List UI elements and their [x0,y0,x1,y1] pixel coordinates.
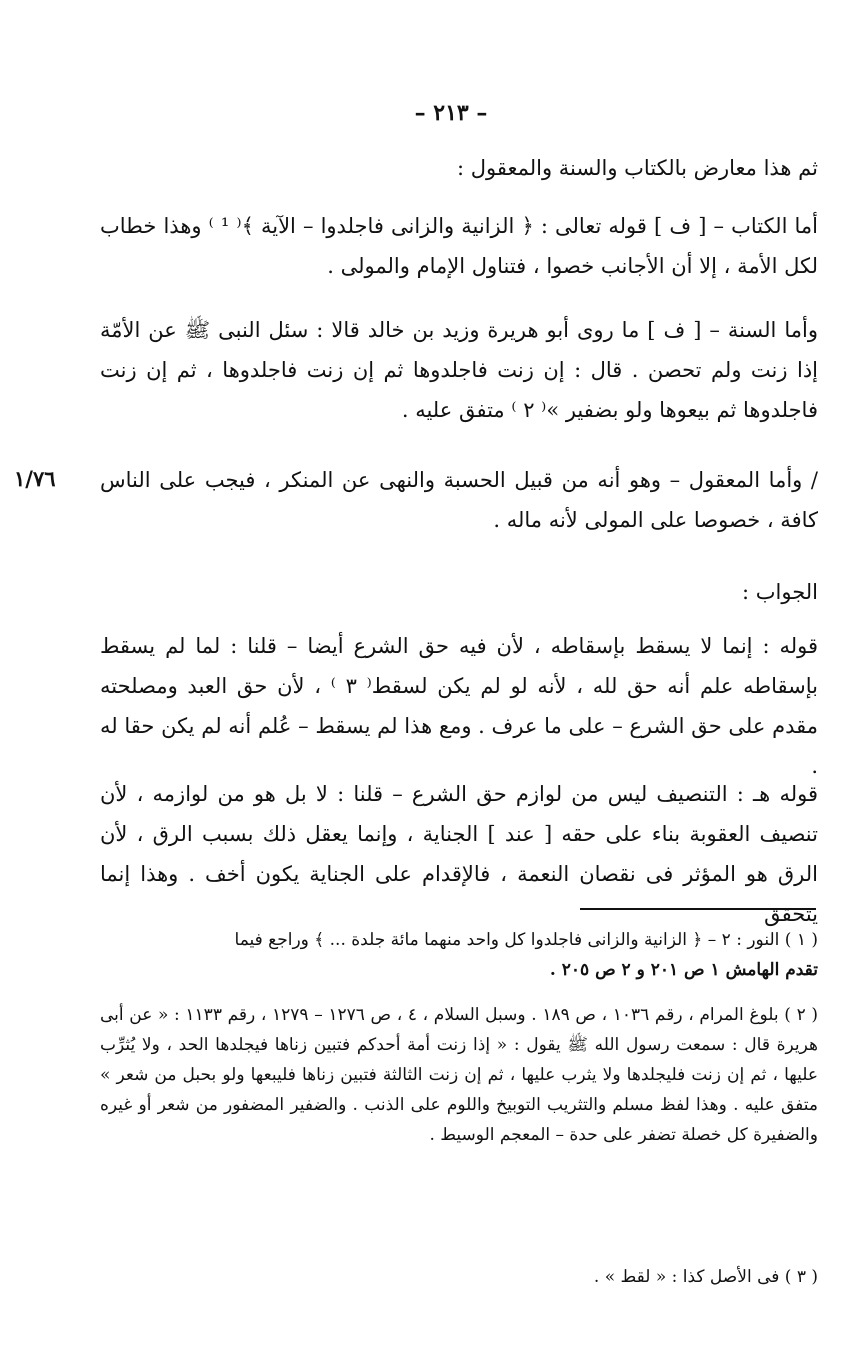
reply2-text: قوله هـ : التنصيف ليس من لوازم حق الشرع – قلنا : لا بل هو من لوازمه ، لأن تنصيف العقوبة بناء على حقه [ عند ] الجناية ، وإنما يعقل ذلك بسبب الرق ، لأن الرق هو المؤثر فى نقصان النعمة ، فالإقدام على الجناية يكون أخف . وهذا إنما يتحقق [100,782,818,926]
footnote-1-line-b: تقدم الهامش ١ ص ٢٠١ و ٢ ص ٢٠٥ . [549,960,818,980]
footnote-3-text: ( ٣ ) فى الأصل كذا : « لقط » . [593,1267,818,1287]
kitab-paragraph [100,206,818,286]
footnote-2-text: ( ٢ ) بلوغ المرام ، رقم ١٠٣٦ ، ص ١٨٩ . وسبل السلام ، ٤ ، ص ١٢٧٦ – ١٢٧٩ ، رقم ١١٣٣ : « عن أبى هريرة قال : سمعت رسول الله ﷺ يقول : « إذا زنت أمة أحدكم فتبين زناها فيجلدها الحد ، ولا يُثرِّب عليها ، ثم إن زنت فليجلدها ولا يثرب عليها ، ثم إن زنت الثالثة فتبين زناها فليبعها ولو بحبل من شعر » متفق عليه . وهذا لفظ مسلم والتثريب التوبيخ واللوم على الذنب . والضفير المضفور من شعر أو غيره والضفيرة كل خصلة تضفر على حدة – المعجم الوسيط . [100,1005,818,1145]
intro-text: ثم هذا معارض بالكتاب والسنة والمعقول : [456,156,818,180]
maqul-text: / وأما المعقول – وهو أنه من قبيل الحسبة والنهى عن المنكر ، فيجب على الناس كافة ، خصوصا على المولى لأنه ماله . [100,468,818,532]
footnote-2 [100,1000,818,1150]
footnote-1 [100,925,818,985]
intro-paragraph [100,148,818,188]
kitab-text: أما الكتاب – [ ف ] قوله تعالى : ﴿ الزانية والزانى فاجلدوا – الآية ﴾⁽ ¹ ⁾ وهذا خطاب لكل الأمة ، إلا أن الأجانب خصوا ، فتناول الإمام والمولى . [100,214,818,278]
jawab-heading [100,572,818,612]
maqul-paragraph [100,460,818,540]
page-number: – ٢١٣ – [414,100,488,126]
footnote-3 [100,1262,818,1292]
sunnah-text: وأما السنة – [ ف ] ما روى أبو هريرة وزيد بن خالد قالا : سئل النبى ﷺ عن الأمّة إذا زنت ولم تحصن . قال : إن زنت فاجلدوها ثم إن زنت فاجلدوها ، ثم إن زنت فاجلدوها ثم بيعوها ولو بضفير »⁽ ٢ ⁾ متفق عليه . [100,318,818,422]
footnote-divider [580,908,816,910]
reply2-paragraph [100,774,818,934]
reply1-paragraph [100,626,818,786]
reply1-text: قوله : إنما لا يسقط بإسقاطه ، لأن فيه حق الشرع أيضا – قلنا : لما لم يسقط بإسقاطه علم أنه حق لله ، لأنه لو لم يكن لسقط⁽ ٣ ⁾ ، لأن حق العبد ومصلحته مقدم على حق الشرع – على ما عرف . ومع هذا لم يسقط – عُلم أنه لم يكن حقا له . [100,634,818,778]
sunnah-paragraph [100,310,818,430]
jawab-title: الجواب : [742,580,818,604]
margin-folio-note: ١/٧٦ [14,466,56,491]
footnote-1-line-a: ( ١ ) النور : ٢ – ﴿ الزانية والزانى فاجلدوا كل واحد منهما مائة جلدة ... ﴾ وراجع فيما [234,930,818,950]
